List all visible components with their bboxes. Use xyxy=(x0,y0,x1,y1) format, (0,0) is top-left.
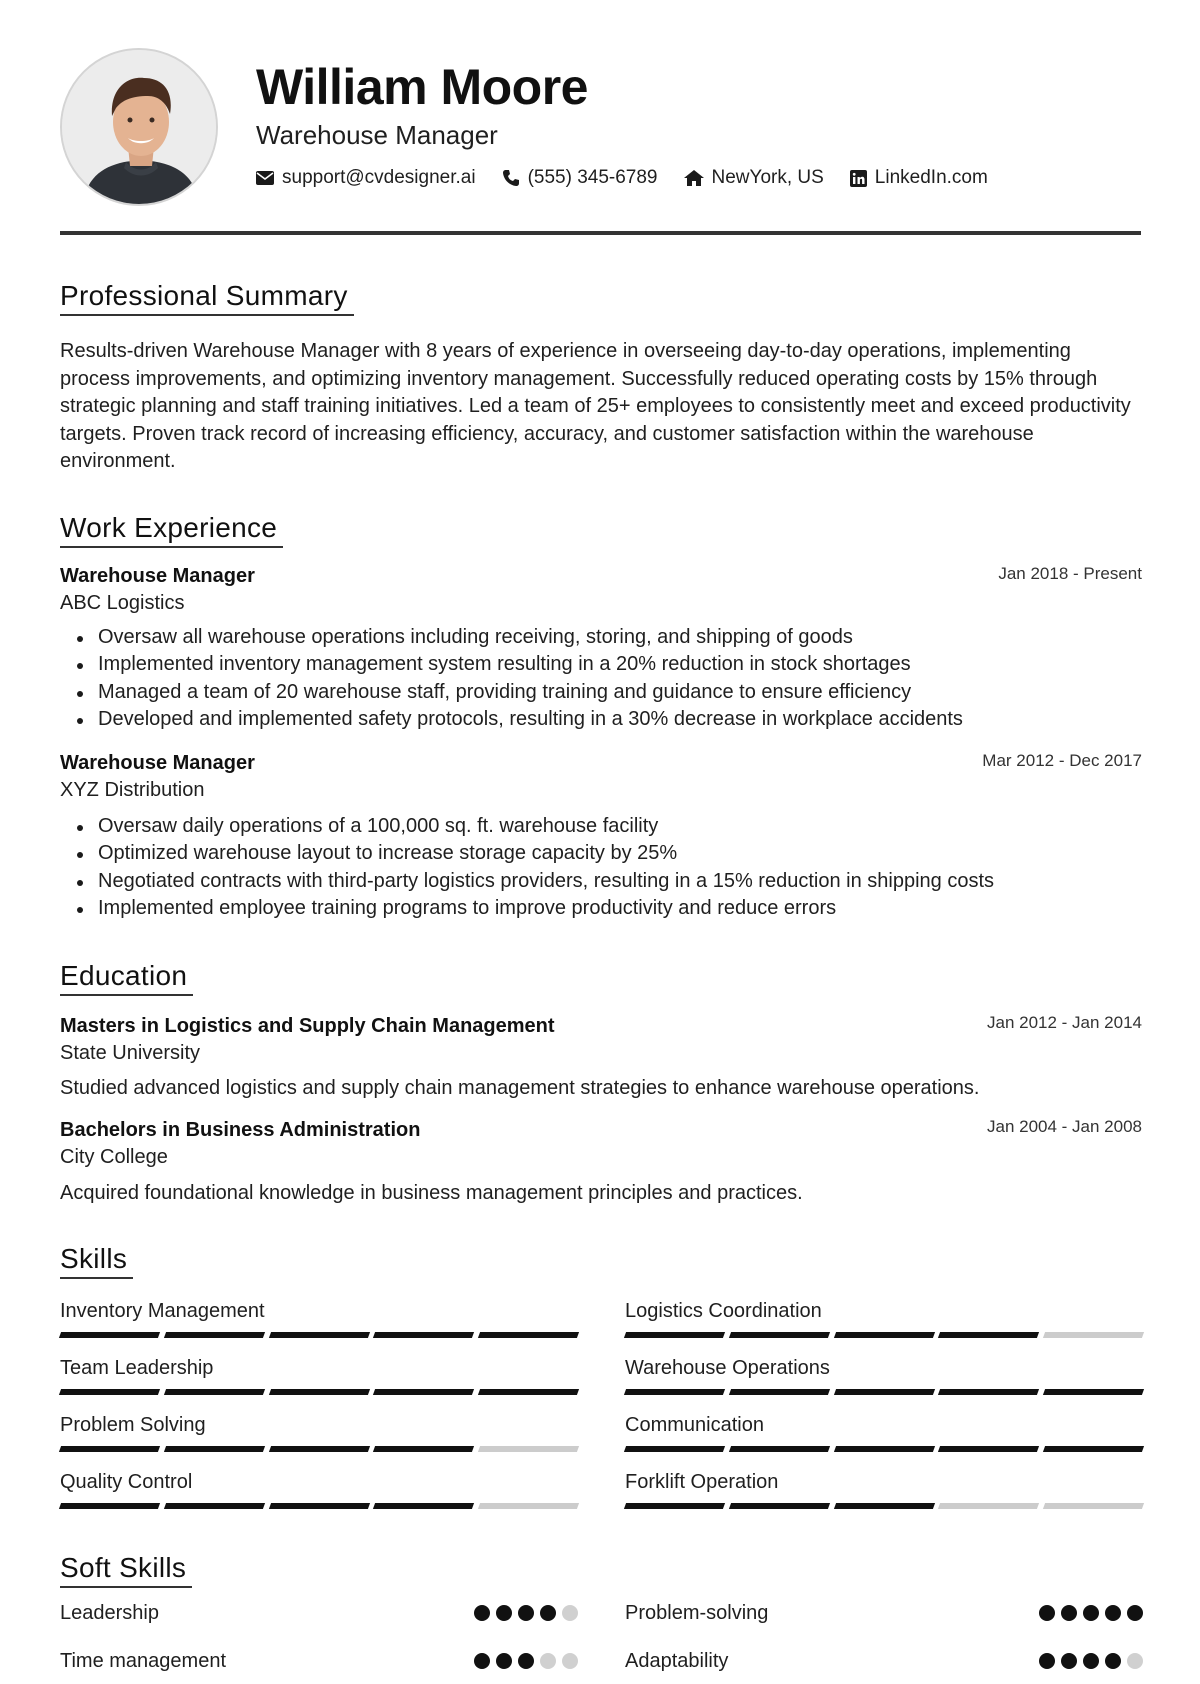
soft-skill-item xyxy=(60,1599,578,1627)
skill-segment-filled xyxy=(1043,1446,1144,1452)
skill-name: Warehouse Operations xyxy=(625,1357,830,1379)
job-title: Warehouse Manager xyxy=(60,565,255,587)
soft-skill-item xyxy=(625,1647,1143,1675)
skill-segment-filled xyxy=(59,1332,160,1338)
skill-segment-filled xyxy=(729,1389,830,1395)
skill-segment-empty xyxy=(478,1446,579,1452)
skill-segment-filled xyxy=(373,1446,474,1452)
skill-level-bar xyxy=(60,1332,578,1338)
skill-segment-filled xyxy=(834,1389,935,1395)
skill-level-bar xyxy=(625,1332,1143,1338)
skill-segment-filled xyxy=(59,1446,160,1452)
rating-dot-filled xyxy=(1127,1605,1143,1621)
candidate-title: Warehouse Manager xyxy=(256,120,498,150)
school-name: State University xyxy=(60,1042,201,1064)
rating-dot-empty xyxy=(540,1653,556,1669)
skill-segment-empty xyxy=(938,1503,1039,1509)
skill-segment-filled xyxy=(269,1503,370,1509)
home-icon xyxy=(684,170,704,186)
job-bullet: Managed a team of 20 warehouse staff, providing training and guidance to ensure efficiency xyxy=(60,679,1145,706)
skill-item xyxy=(625,1355,1143,1395)
skill-level-bar xyxy=(625,1446,1143,1452)
soft-skill-item xyxy=(60,1647,578,1675)
soft-skill-rating xyxy=(1039,1653,1143,1669)
rating-dot-filled xyxy=(1083,1605,1099,1621)
email-text: support@cvdesigner.ai xyxy=(282,167,476,188)
job-bullet: Implemented inventory management system resulting in a 20% reduction in stock shortages xyxy=(60,651,1145,678)
job-company: XYZ Distribution xyxy=(60,779,205,801)
contact-phone[interactable] xyxy=(502,167,658,189)
soft-skill-name: Adaptability xyxy=(625,1649,729,1672)
soft-skill-item xyxy=(625,1599,1143,1627)
rating-dot-filled xyxy=(540,1605,556,1621)
rating-dot-empty xyxy=(562,1605,578,1621)
soft-skill-name: Leadership xyxy=(60,1601,159,1624)
rating-dot-filled xyxy=(496,1653,512,1669)
degree-dates: Jan 2004 - Jan 2008 xyxy=(986,1117,1142,1136)
skill-name: Problem Solving xyxy=(60,1414,206,1436)
contact-bar xyxy=(256,165,1014,191)
skill-segment-filled xyxy=(59,1389,160,1395)
contact-linkedin[interactable] xyxy=(850,167,988,189)
job-bullets xyxy=(60,624,1145,733)
contact-email[interactable] xyxy=(256,167,476,189)
profile-photo xyxy=(60,48,218,206)
degree-title: Bachelors in Business Administration xyxy=(60,1119,421,1141)
rating-dot-filled xyxy=(1039,1605,1055,1621)
rating-dot-filled xyxy=(474,1605,490,1621)
skill-segment-filled xyxy=(729,1503,830,1509)
contact-location xyxy=(684,167,824,189)
rating-dot-empty xyxy=(562,1653,578,1669)
skill-segment-filled xyxy=(164,1332,265,1338)
degree-description: Acquired foundational knowledge in business management principles and practices. xyxy=(60,1182,803,1204)
soft-skill-rating xyxy=(474,1653,578,1669)
location-text: NewYork, US xyxy=(711,167,824,188)
skill-segment-filled xyxy=(269,1389,370,1395)
job-bullet: Developed and implemented safety protocols, resulting in a 30% decrease in workplace accidents xyxy=(60,706,1145,733)
linkedin-text: LinkedIn.com xyxy=(874,167,988,188)
soft-skills-heading: Soft Skills xyxy=(60,1552,192,1588)
degree-dates: Jan 2012 - Jan 2014 xyxy=(986,1013,1142,1032)
skill-segment-filled xyxy=(834,1332,935,1338)
rating-dot-filled xyxy=(496,1605,512,1621)
skill-item xyxy=(60,1469,578,1509)
skill-level-bar xyxy=(60,1446,578,1452)
candidate-name: William Moore xyxy=(256,59,588,115)
skills-heading: Skills xyxy=(60,1243,133,1279)
skill-segment-empty xyxy=(1043,1332,1144,1338)
soft-skill-rating xyxy=(1039,1605,1143,1621)
rating-dot-filled xyxy=(1083,1653,1099,1669)
soft-skill-rating xyxy=(474,1605,578,1621)
soft-skill-name: Problem-solving xyxy=(625,1601,769,1624)
skill-segment-filled xyxy=(938,1446,1039,1452)
summary-text: Results-driven Warehouse Manager with 8 years of experience in overseeing day-to-day operations, implementing process improvements, and optimizing inventory management. Successfully reduced operating costs by 15% through strategic planning and staff training initiatives. Led a team of 25+ employees to consistently meet and exceed productivity targets. Proven track record of increasing efficiency, accuracy, and customer satisfaction within the warehouse environment. xyxy=(60,340,1131,472)
skill-item xyxy=(625,1412,1143,1452)
education-heading: Education xyxy=(60,960,193,996)
skill-segment-filled xyxy=(478,1332,579,1338)
skill-segment-filled xyxy=(59,1503,160,1509)
skill-segment-filled xyxy=(478,1389,579,1395)
job-bullet: Implemented employee training programs to improve productivity and reduce errors xyxy=(60,895,1145,922)
linkedin-icon xyxy=(850,170,867,187)
skill-segment-filled xyxy=(624,1446,725,1452)
skill-name: Quality Control xyxy=(60,1471,193,1493)
skill-segment-filled xyxy=(164,1389,265,1395)
skill-item xyxy=(60,1412,578,1452)
skill-segment-filled xyxy=(624,1503,725,1509)
skill-segment-filled xyxy=(164,1446,265,1452)
school-name: City College xyxy=(60,1146,168,1168)
experience-heading: Work Experience xyxy=(60,512,283,548)
skill-name: Forklift Operation xyxy=(625,1471,779,1493)
skill-item xyxy=(625,1298,1143,1338)
job-bullet: Optimized warehouse layout to increase storage capacity by 25% xyxy=(60,840,1145,867)
skill-segment-filled xyxy=(938,1389,1039,1395)
skill-segment-filled xyxy=(729,1332,830,1338)
degree-description: Studied advanced logistics and supply chain management strategies to enhance warehouse operations. xyxy=(60,1077,980,1099)
job-bullets xyxy=(60,813,1145,922)
skill-level-bar xyxy=(625,1389,1143,1395)
skill-segment-filled xyxy=(269,1332,370,1338)
rating-dot-filled xyxy=(1039,1653,1055,1669)
envelope-icon xyxy=(256,171,274,185)
skill-segment-empty xyxy=(478,1503,579,1509)
job-company: ABC Logistics xyxy=(60,592,185,614)
job-bullet: Negotiated contracts with third-party logistics providers, resulting in a 15% reduction in shipping costs xyxy=(60,868,1145,895)
job-title: Warehouse Manager xyxy=(60,752,255,774)
skill-item xyxy=(60,1355,578,1395)
rating-dot-filled xyxy=(474,1653,490,1669)
skill-segment-filled xyxy=(834,1446,935,1452)
rating-dot-filled xyxy=(1105,1653,1121,1669)
skill-segment-filled xyxy=(373,1332,474,1338)
skill-level-bar xyxy=(625,1503,1143,1509)
soft-skill-name: Time management xyxy=(60,1649,226,1672)
skill-segment-filled xyxy=(373,1389,474,1395)
skill-level-bar xyxy=(60,1503,578,1509)
job-dates: Jan 2018 - Present xyxy=(998,564,1142,583)
skill-segment-empty xyxy=(1043,1503,1144,1509)
skill-segment-filled xyxy=(938,1332,1039,1338)
job-dates: Mar 2012 - Dec 2017 xyxy=(982,751,1142,770)
rating-dot-filled xyxy=(1061,1653,1077,1669)
skill-item xyxy=(625,1469,1143,1509)
skill-segment-filled xyxy=(1043,1389,1144,1395)
rating-dot-filled xyxy=(1061,1605,1077,1621)
summary-heading: Professional Summary xyxy=(60,280,354,316)
skill-segment-filled xyxy=(834,1503,935,1509)
phone-icon xyxy=(502,169,520,187)
job-bullet: Oversaw all warehouse operations including receiving, storing, and shipping of goods xyxy=(60,624,1145,651)
degree-title: Masters in Logistics and Supply Chain Management xyxy=(60,1015,555,1037)
skill-name: Inventory Management xyxy=(60,1300,265,1322)
header-divider xyxy=(60,231,1141,235)
rating-dot-filled xyxy=(518,1653,534,1669)
skill-segment-filled xyxy=(624,1332,725,1338)
skill-item xyxy=(60,1298,578,1338)
skill-name: Communication xyxy=(625,1414,764,1436)
phone-text: (555) 345-6789 xyxy=(527,167,658,188)
skill-segment-filled xyxy=(373,1503,474,1509)
skill-segment-filled xyxy=(269,1446,370,1452)
skill-segment-filled xyxy=(624,1389,725,1395)
rating-dot-empty xyxy=(1127,1653,1143,1669)
rating-dot-filled xyxy=(1105,1605,1121,1621)
skill-name: Team Leadership xyxy=(60,1357,214,1379)
job-bullet: Oversaw daily operations of a 100,000 sq. ft. warehouse facility xyxy=(60,813,1145,840)
skill-segment-filled xyxy=(729,1446,830,1452)
rating-dot-filled xyxy=(518,1605,534,1621)
skill-name: Logistics Coordination xyxy=(625,1300,822,1322)
skill-segment-filled xyxy=(164,1503,265,1509)
skill-level-bar xyxy=(60,1389,578,1395)
